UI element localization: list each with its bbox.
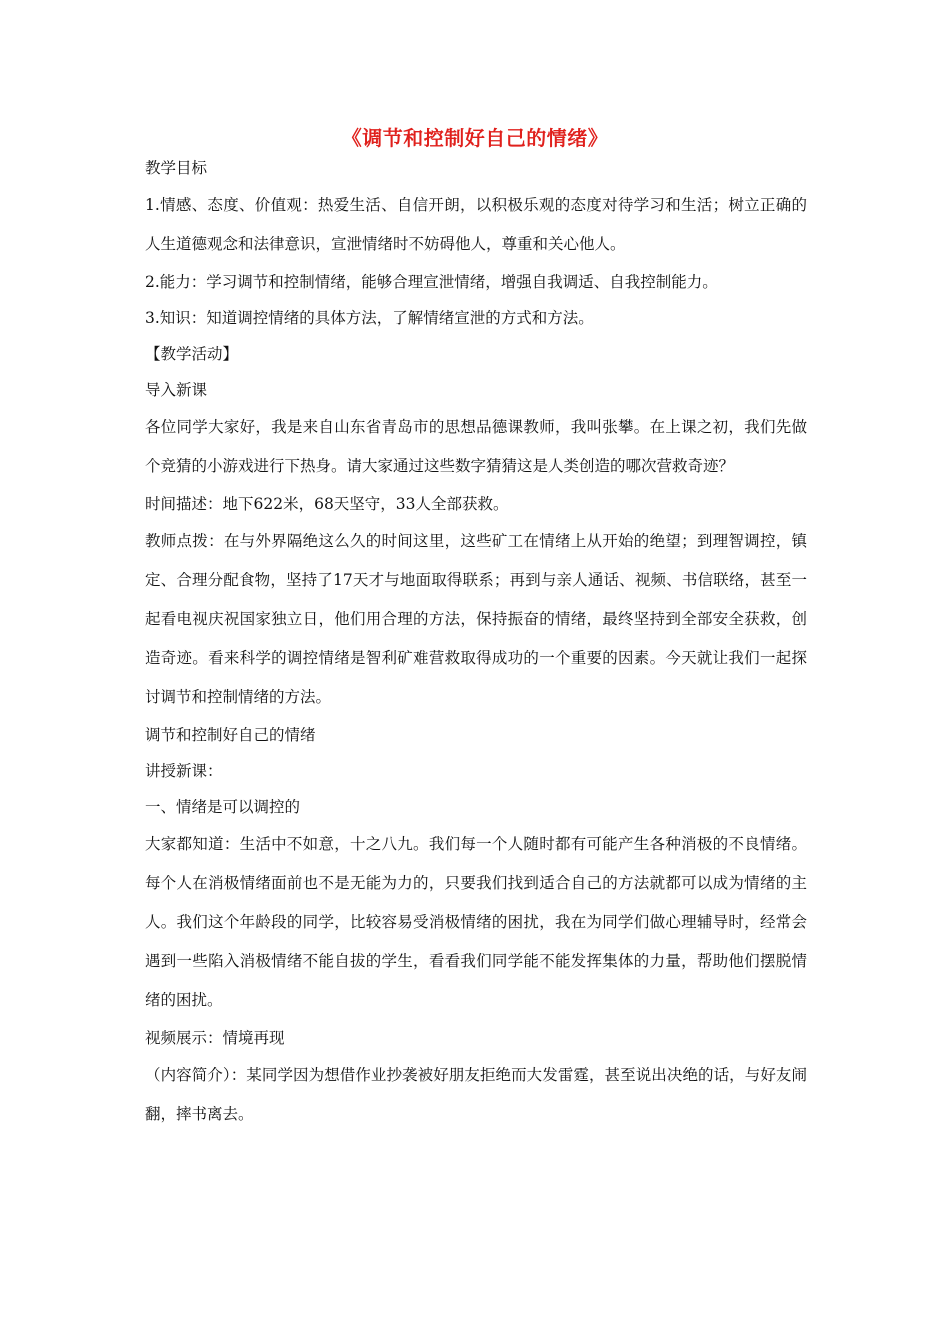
- section-heading-intro: 导入新课: [145, 381, 208, 399]
- content-summary-paragraph: （内容简介）：某同学因为想借作业抄袭被好朋友拒绝而大发雷霆，甚至说出决绝的话，与好友闹翻，摔书离去。: [145, 1066, 807, 1123]
- document-title: 《调节和控制好自己的情绪》: [341, 126, 609, 150]
- section-heading-new-lesson: 讲授新课：: [145, 762, 223, 780]
- intro-paragraph: 各位同学大家好，我是来自山东省青岛市的思想品德课教师，我叫张攀。在上课之初，我们先做个竞猜的小游戏进行下热身。请大家通过这些数字猜猜这是人类创造的哪次营救奇迹？: [145, 418, 807, 475]
- goal-paragraph-emotion: 1.情感、态度、价值观：热爱生活、自信开朗，以积极乐观的态度对待学习和生活；树立正确的人生道德观念和法律意识，宣泄情绪时不妨碍他人，尊重和关心他人。: [145, 196, 807, 253]
- lesson-topic-heading: 调节和控制好自己的情绪: [145, 726, 316, 744]
- video-display-heading: 视频展示：情境再现: [145, 1029, 285, 1047]
- section-heading-teaching-activity: 【教学活动】: [145, 345, 239, 363]
- section-heading-teaching-goals: 教学目标: [145, 159, 208, 177]
- emotion-control-paragraph: 大家都知道：生活中不如意，十之八九。我们每一个人随时都有可能产生各种消极的不良情绪。每个人在消极情绪面前也不是无能为力的，只要我们找到适合自己的方法就都可以成为情绪的主人。我们这个年龄段的同学，比较容易受消极情绪的困扰，我在为同学们做心理辅导时，经常会遇到一些陷入消极情绪不能自拔的学生，看看我们同学能不能发挥集体的力量，帮助他们摆脱情绪的困扰。: [145, 835, 807, 1009]
- subsection-heading-one: 一、情绪是可以调控的: [145, 798, 301, 816]
- time-description-paragraph: 时间描述：地下622米，68天坚守，33人全部获救。: [145, 495, 509, 513]
- document-body: [145, 150, 807, 1134]
- goal-paragraph-ability: 2.能力：学习调节和控制情绪，能够合理宣泄情绪，增强自我调适、自我控制能力。: [145, 273, 718, 291]
- goal-paragraph-knowledge: 3.知识：知道调控情绪的具体方法，了解情绪宣泄的方式和方法。: [145, 309, 594, 327]
- teacher-guidance-paragraph: 教师点拨：在与外界隔绝这么久的时间这里，这些矿工在情绪上从开始的绝望；到理智调控，镇定、合理分配食物，坚持了17天才与地面取得联系；再到与亲人通话、视频、书信联络，甚至一起看电视庆祝国家独立日，他们用合理的方法，保持振奋的情绪，最终坚持到全部安全获救，创造奇迹。看来科学的调控情绪是智利矿难营救取得成功的一个重要的因素。今天就让我们一起探讨调节和控制情绪的方法。: [145, 532, 807, 706]
